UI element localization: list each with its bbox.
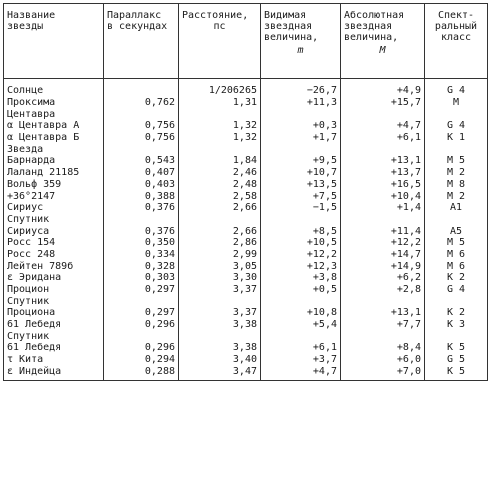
parallax-cell: 0,376 [104,202,179,214]
spectral-class-cell: K 5 [425,342,488,354]
table-row [4,319,488,331]
parallax-cell [104,79,179,97]
parallax-cell [104,108,179,120]
table-row [4,284,488,296]
star-name-cell: Звезда [4,143,104,155]
absolute-magnitude-cell: +4,9 [341,79,425,97]
apparent-magnitude-cell: +11,3 [261,97,341,109]
spectral-class-cell: M 6 [425,249,488,261]
parallax-cell: 0,296 [104,342,179,354]
spectral-class-cell [425,214,488,226]
absolute-magnitude-cell: +6,1 [341,132,425,144]
apparent-magnitude-cell: +12,3 [261,260,341,272]
star-name-cell: +36°2147 [4,190,104,202]
apparent-magnitude-cell: +3,7 [261,354,341,366]
spectral-class-cell [425,295,488,307]
parallax-cell: 0,288 [104,366,179,381]
header-distance-unit: пс [213,21,226,32]
distance-cell: 3,47 [179,366,261,381]
header-apparent-line: Видимая [264,10,307,21]
header-spectral-line: ральный [434,21,478,32]
star-name-cell: Проциона [4,307,104,319]
distance-cell: 2,99 [179,249,261,261]
apparent-magnitude-cell: +10,8 [261,307,341,319]
apparent-magnitude-cell: −26,7 [261,79,341,97]
apparent-magnitude-cell: +12,2 [261,249,341,261]
header-absolute-line: величина, [344,32,399,43]
star-name-cell: Проксима [4,97,104,109]
apparent-magnitude-cell [261,108,341,120]
distance-cell: 1/206265 [179,79,261,97]
star-name-cell: Солнце [4,79,104,97]
distance-cell: 1,32 [179,132,261,144]
parallax-cell: 0,328 [104,260,179,272]
distance-cell: 1,31 [179,97,261,109]
star-name-cell: Лаланд 21185 [4,167,104,179]
star-name-cell: τ Кита [4,354,104,366]
parallax-cell [104,330,179,342]
table-row [4,260,488,272]
absolute-magnitude-cell: +6,2 [341,272,425,284]
star-name-cell: ε Индейца [4,366,104,381]
header-apparent-magnitude [261,4,341,79]
star-name-cell: Спутник [4,330,104,342]
absolute-magnitude-cell: +16,5 [341,179,425,191]
absolute-magnitude-cell: +6,0 [341,354,425,366]
header-parallax [104,4,179,79]
table-row [4,307,488,319]
apparent-magnitude-cell: +6,1 [261,342,341,354]
absolute-magnitude-cell: +11,4 [341,225,425,237]
apparent-magnitude-cell: +10,5 [261,237,341,249]
absolute-magnitude-cell [341,330,425,342]
absolute-magnitude-cell: +7,7 [341,319,425,331]
parallax-cell: 0,303 [104,272,179,284]
distance-cell: 3,38 [179,342,261,354]
spectral-class-cell: A5 [425,225,488,237]
parallax-cell [104,143,179,155]
header-apparent-symbol: m [297,45,304,56]
apparent-magnitude-cell: +10,7 [261,167,341,179]
apparent-magnitude-cell [261,330,341,342]
star-name-cell: Барнарда [4,155,104,167]
distance-cell: 2,58 [179,190,261,202]
spectral-class-cell: M 6 [425,260,488,272]
table-row [4,342,488,354]
absolute-magnitude-cell: +15,7 [341,97,425,109]
apparent-magnitude-cell [261,295,341,307]
nearest-stars-table [3,3,488,381]
spectral-class-cell: G 4 [425,284,488,296]
absolute-magnitude-cell: +8,4 [341,342,425,354]
header-distance-line: Расстояние, [182,10,249,21]
absolute-magnitude-cell: +2,8 [341,284,425,296]
star-name-cell: Росс 154 [4,237,104,249]
absolute-magnitude-cell: +14,9 [341,260,425,272]
star-name-cell: α Центавра А [4,120,104,132]
parallax-cell: 0,403 [104,179,179,191]
spectral-class-cell: K 3 [425,319,488,331]
star-name-cell: Сириус [4,202,104,214]
distance-cell [179,214,261,226]
apparent-magnitude-cell: +4,7 [261,366,341,381]
star-name-cell: Спутник [4,214,104,226]
header-apparent-line: величина, [264,32,319,43]
table-row [4,366,488,381]
table-header [4,4,488,79]
header-name-line: звезды [7,21,44,32]
spectral-class-cell: G 4 [425,120,488,132]
absolute-magnitude-cell [341,143,425,155]
header-distance [179,4,261,79]
spectral-class-cell [425,108,488,120]
star-name-cell: 61 Лебедя [4,342,104,354]
table-row [4,155,488,167]
table-row [4,330,488,342]
absolute-magnitude-cell [341,295,425,307]
header-name-line: Название [7,10,56,21]
header-absolute-magnitude [341,4,425,79]
star-name-cell: α Центавра Б [4,132,104,144]
spectral-class-cell: G 5 [425,354,488,366]
star-name-cell: Спутник [4,295,104,307]
parallax-cell: 0,350 [104,237,179,249]
header-apparent-line: звездная [264,21,313,32]
absolute-magnitude-cell: +13,1 [341,155,425,167]
distance-cell: 3,38 [179,319,261,331]
absolute-magnitude-cell [341,108,425,120]
distance-cell: 3,40 [179,354,261,366]
spectral-class-cell: K 1 [425,132,488,144]
apparent-magnitude-cell: +13,5 [261,179,341,191]
parallax-cell: 0,762 [104,97,179,109]
spectral-class-cell [425,330,488,342]
star-name-cell: Вольф 359 [4,179,104,191]
spectral-class-cell: M [425,97,488,109]
spectral-class-cell: M 2 [425,167,488,179]
spectral-class-cell: M 5 [425,155,488,167]
distance-cell: 3,37 [179,307,261,319]
absolute-magnitude-cell [341,214,425,226]
distance-cell: 2,66 [179,202,261,214]
table-row [4,354,488,366]
header-spectral-line: Спект- [437,10,475,21]
absolute-magnitude-cell: +13,7 [341,167,425,179]
apparent-magnitude-cell: +0,3 [261,120,341,132]
table-row [4,120,488,132]
spectral-class-cell: A1 [425,202,488,214]
parallax-cell [104,295,179,307]
star-name-cell: Лейтен 789б [4,260,104,272]
parallax-cell: 0,543 [104,155,179,167]
absolute-magnitude-cell: +4,7 [341,120,425,132]
absolute-magnitude-cell: +14,7 [341,249,425,261]
table-row [4,272,488,284]
parallax-cell: 0,294 [104,354,179,366]
distance-cell: 2,48 [179,179,261,191]
absolute-magnitude-cell: +13,1 [341,307,425,319]
distance-cell: 2,46 [179,167,261,179]
distance-cell: 3,37 [179,284,261,296]
table-row [4,179,488,191]
star-name-cell: ε Эридана [4,272,104,284]
distance-cell: 1,32 [179,120,261,132]
header-parallax-line: Параллакс [107,10,162,21]
apparent-magnitude-cell: +9,5 [261,155,341,167]
parallax-cell: 0,334 [104,249,179,261]
spectral-class-cell: K 5 [425,366,488,381]
apparent-magnitude-cell: −1,5 [261,202,341,214]
apparent-magnitude-cell [261,214,341,226]
header-absolute-line: Абсолютная [344,10,405,21]
table-row [4,249,488,261]
absolute-magnitude-cell: +10,4 [341,190,425,202]
distance-cell [179,295,261,307]
parallax-cell: 0,376 [104,225,179,237]
table-row [4,79,488,97]
apparent-magnitude-cell: +3,8 [261,272,341,284]
parallax-cell: 0,756 [104,120,179,132]
parallax-cell: 0,756 [104,132,179,144]
apparent-magnitude-cell [261,143,341,155]
table-row [4,97,488,109]
header-name [4,4,104,79]
apparent-magnitude-cell: +5,4 [261,319,341,331]
table-row [4,237,488,249]
spectral-class-cell: M 5 [425,237,488,249]
distance-cell: 3,05 [179,260,261,272]
parallax-cell: 0,297 [104,307,179,319]
parallax-cell [104,214,179,226]
table-row [4,225,488,237]
apparent-magnitude-cell: +7,5 [261,190,341,202]
star-name-cell: Центавра [4,108,104,120]
table-row [4,214,488,226]
table-row [4,295,488,307]
parallax-cell: 0,388 [104,190,179,202]
parallax-cell: 0,297 [104,284,179,296]
table-row [4,190,488,202]
spectral-class-cell: G 4 [425,79,488,97]
table-row [4,167,488,179]
header-parallax-line: в секундах [107,21,168,32]
table-body [4,79,488,381]
header-spectral-line: класс [440,32,472,43]
apparent-magnitude-cell: +0,5 [261,284,341,296]
spectral-class-cell: K 2 [425,307,488,319]
star-name-cell: Росс 248 [4,249,104,261]
distance-cell: 2,66 [179,225,261,237]
absolute-magnitude-cell: +7,0 [341,366,425,381]
spectral-class-cell: M 2 [425,190,488,202]
table-row [4,143,488,155]
distance-cell [179,108,261,120]
spectral-class-cell: M 8 [425,179,488,191]
distance-cell: 2,86 [179,237,261,249]
distance-cell [179,330,261,342]
star-name-cell: 61 Лебедя [4,319,104,331]
distance-cell [179,143,261,155]
spectral-class-cell [425,143,488,155]
spectral-class-cell: K 2 [425,272,488,284]
header-row [4,4,488,79]
header-absolute-line: звездная [344,21,393,32]
table-row [4,108,488,120]
apparent-magnitude-cell: +8,5 [261,225,341,237]
distance-cell: 1,84 [179,155,261,167]
table-row [4,202,488,214]
star-name-cell: Процион [4,284,104,296]
header-spectral-class [425,4,488,79]
parallax-cell: 0,296 [104,319,179,331]
header-absolute-symbol: M [379,45,386,56]
table-row [4,132,488,144]
absolute-magnitude-cell: +1,4 [341,202,425,214]
absolute-magnitude-cell: +12,2 [341,237,425,249]
apparent-magnitude-cell: +1,7 [261,132,341,144]
parallax-cell: 0,407 [104,167,179,179]
star-name-cell: Сириуса [4,225,104,237]
distance-cell: 3,30 [179,272,261,284]
